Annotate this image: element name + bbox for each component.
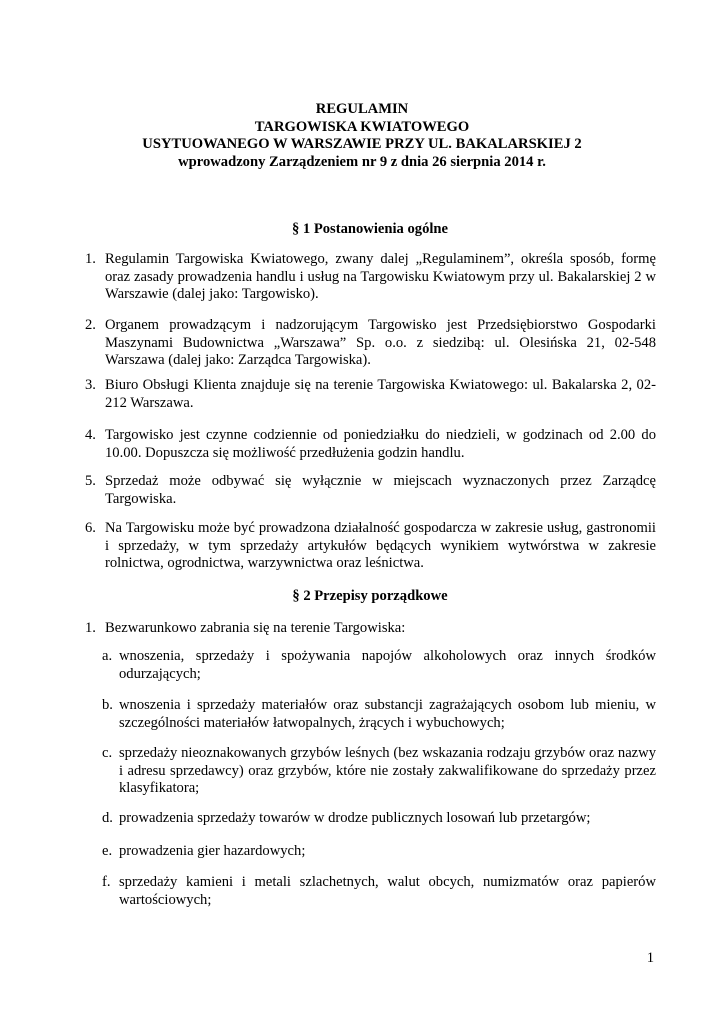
subitem-letter: d.: [102, 810, 113, 826]
section-1-heading: § 1 Postanowienia ogólne: [291, 221, 449, 237]
subitem-letter: a.: [102, 648, 113, 664]
subitem-d: [102, 810, 656, 828]
item-number: 1.: [85, 251, 96, 267]
section-1-item-6: [85, 520, 656, 573]
item-number: 4.: [85, 427, 96, 443]
subitem-e: [102, 843, 656, 861]
item-text: Biuro Obsługi Klienta znajduje się na terenie Targowiska Kwiatowego: ul. Bakalarska 2, 02-212 Warszawa.: [105, 377, 656, 411]
section-1-item-4: [85, 427, 656, 462]
section-1-item-2: [85, 317, 656, 370]
subitem-f: [102, 874, 656, 909]
section-1-item-5: [85, 473, 656, 508]
item-text: Na Targowisku może być prowadzona działalność gospodarcza w zakresie usług, gastronomii i sprzedaży, w tym sprzedaży artykułów będących wynikiem wytwórstwa w zakresie rolnictwa, ogrodnictwa, warzywnictwa oraz leśnictwa.: [105, 520, 656, 571]
subitem-letter: f.: [102, 874, 111, 890]
subitem-text: sprzedaży kamieni i metali szlachetnych, walut obcych, numizmatów oraz papierów wartościowych;: [119, 874, 656, 908]
title-line-1: REGULAMIN: [315, 101, 409, 117]
section-1-item-3: [85, 377, 656, 412]
subitem-letter: b.: [102, 697, 113, 713]
section-1-item-1: [85, 251, 656, 304]
item-number: 6.: [85, 520, 96, 536]
item-number: 1.: [85, 620, 96, 636]
item-number: 3.: [85, 377, 96, 393]
subitem-b: [102, 697, 656, 732]
item-number: 2.: [85, 317, 96, 333]
subitem-text: prowadzenia gier hazardowych;: [119, 843, 306, 859]
item-text: Regulamin Targowiska Kwiatowego, zwany dalej „Regulaminem”, określa sposób, formę oraz zasady prowadzenia handlu i usług na Targowisku Kwiatowym przy ul. Bakalarskiej 2 w Warszawie (dalej jako: Targowisko).: [105, 251, 656, 302]
item-text: Sprzedaż może odbywać się wyłącznie w miejscach wyznaczonych przez Zarządcę Targowiska.: [105, 473, 656, 507]
subitem-text: prowadzenia sprzedaży towarów w drodze publicznych losowań lub przetargów;: [119, 810, 591, 826]
page-number: 1: [646, 950, 654, 966]
item-text: Targowisko jest czynne codziennie od poniedziałku do niedzieli, w godzinach od 2.00 do 10.00. Dopuszcza się możliwość przedłużenia godzin handlu.: [105, 427, 656, 461]
subitem-text: wnoszenia i sprzedaży materiałów oraz substancji zagrażających osobom lub mieniu, w szczególności materiałów łatwopalnych, żrących i wybuchowych;: [119, 697, 656, 731]
item-number: 5.: [85, 473, 96, 489]
subitem-a: [102, 648, 656, 683]
item-text: Bezwarunkowo zabrania się na terenie Targowiska:: [105, 620, 406, 636]
title-line-2: TARGOWISKA KWIATOWEGO: [254, 118, 470, 135]
item-text: Organem prowadzącym i nadzorującym Targowisko jest Przedsiębiorstwo Gospodarki Maszynami Budownictwa „Warszawa” Sp. o.o. z siedzibą: ul. Olesińska 21, 02-548 Warszawa (dalej jako: Zarządca Targowiska).: [105, 317, 656, 368]
section-2-heading: § 2 Przepisy porządkowe: [292, 588, 448, 604]
subitem-text: wnoszenia, sprzedaży i spożywania napojów alkoholowych oraz innych środków odurzających;: [119, 648, 656, 682]
subitem-letter: e.: [102, 843, 113, 859]
section-2-item-1: [85, 620, 656, 638]
subitem-text: sprzedaży nieoznakowanych grzybów leśnych (bez wskazania rodzaju grzybów oraz nazwy i adresu sprzedawcy) oraz grzybów, które nie zostały zakwalifikowane do sprzedaży przez klasyfikatora;: [119, 745, 656, 796]
subitem-letter: c.: [102, 745, 113, 761]
title-line-4: wprowadzony Zarządzeniem nr 9 z dnia 26 sierpnia 2014 r.: [178, 153, 546, 170]
title-line-3: USYTUOWANEGO W WARSZAWIE PRZY UL. BAKALARSKIEJ 2: [142, 136, 582, 152]
subitem-c: [102, 745, 656, 798]
document-title: [0, 101, 724, 171]
